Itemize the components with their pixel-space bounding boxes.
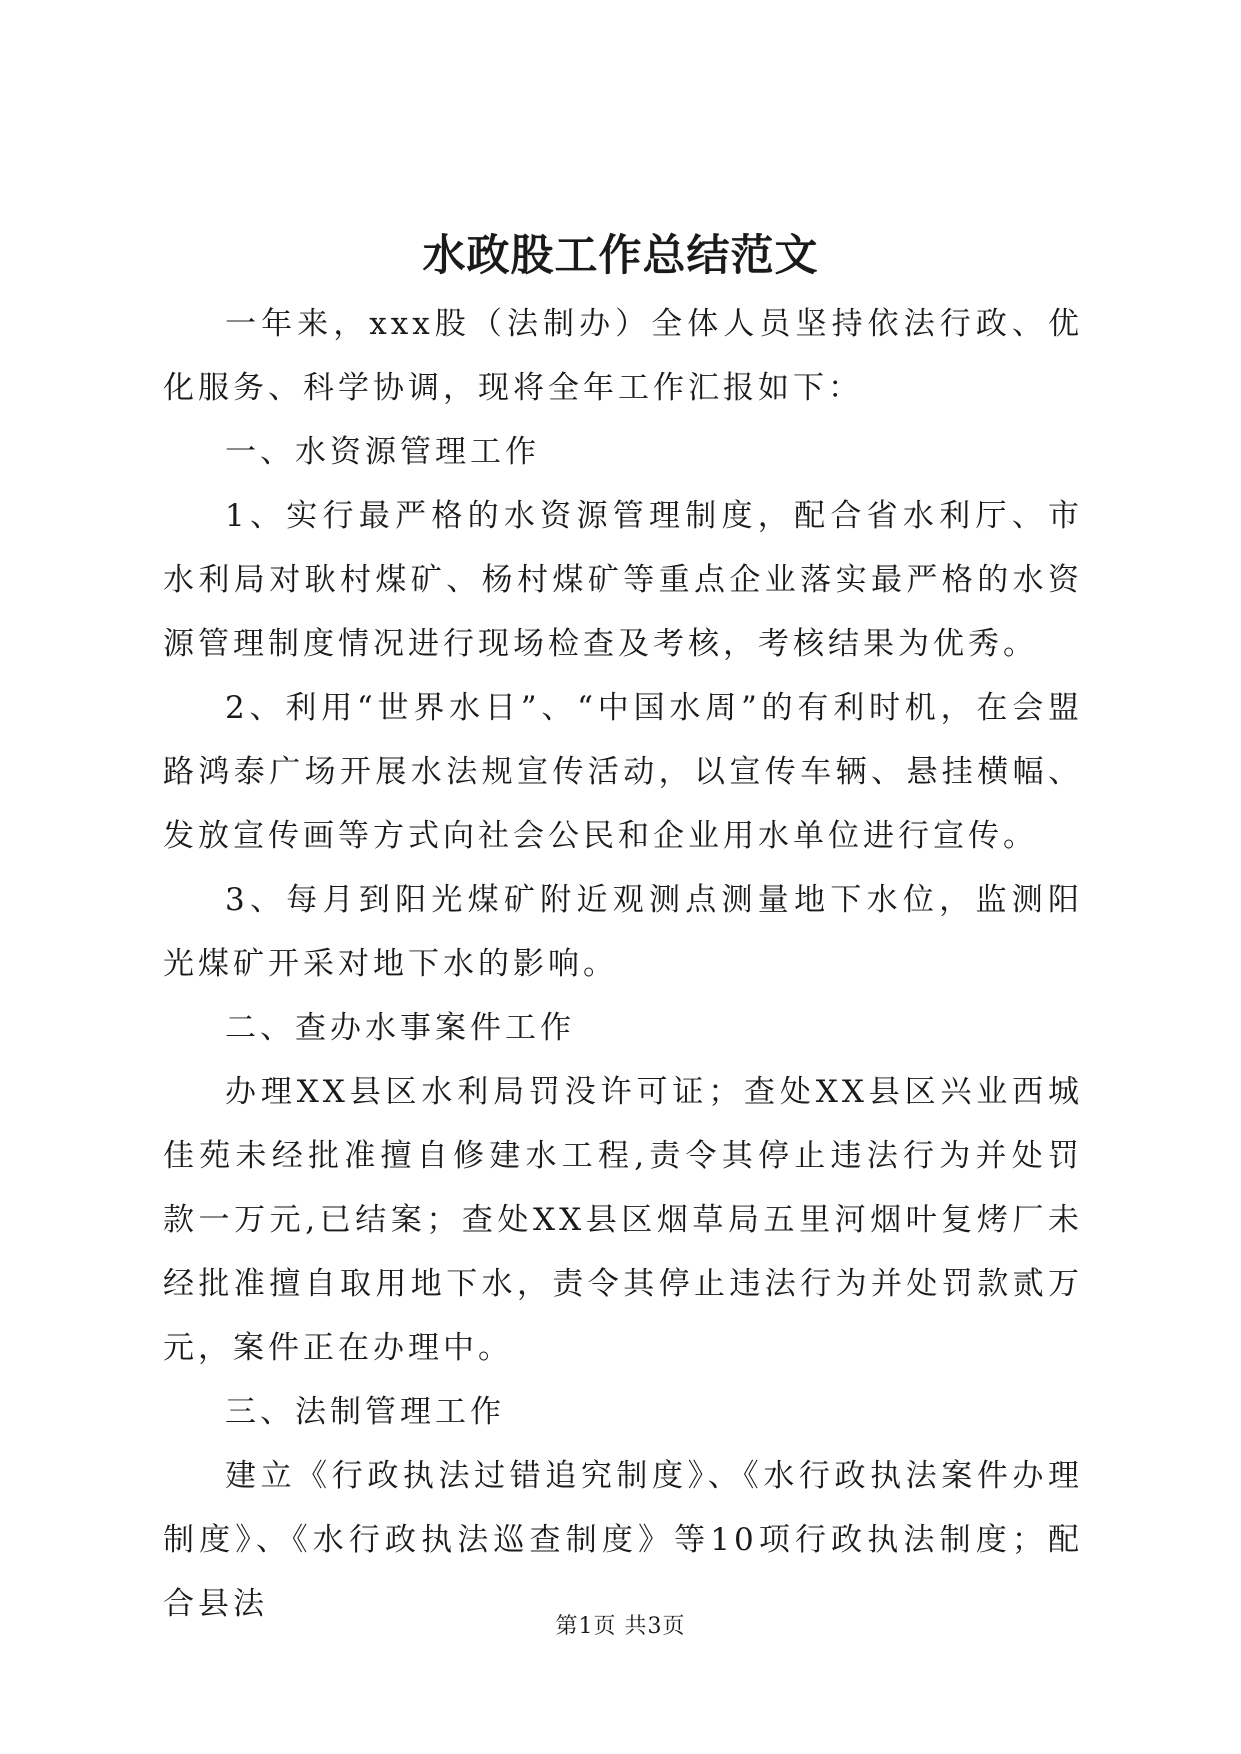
document-body <box>163 292 1083 1636</box>
paragraph-legal: 建立《行政执法过错追究制度》、《水行政执法案件办理制度》、《水行政执法巡查制度》等10项行政执法制度；配合县法 <box>163 1458 1083 1622</box>
page-number-footer: 第1页 共3页 <box>555 1614 686 1639</box>
section-heading-water-resources: 一、水资源管理工作 <box>225 434 540 470</box>
document-title: 水政股工作总结范文 <box>422 231 819 281</box>
section-heading-cases: 二、查办水事案件工作 <box>225 1010 575 1046</box>
paragraph-item-3: 3、每月到阳光煤矿附近观测点测量地下水位，监测阳光煤矿开采对地下水的影响。 <box>163 882 1083 982</box>
paragraph-intro: 一年来，xxx股（法制办）全体人员坚持依法行政、优化服务、科学协调，现将全年工作汇报如下： <box>163 306 1083 406</box>
section-heading-legal: 三、法制管理工作 <box>225 1394 505 1430</box>
paragraph-item-1: 1、实行最严格的水资源管理制度，配合省水利厅、市水利局对耿村煤矿、杨村煤矿等重点企业落实最严格的水资源管理制度情况进行现场检查及考核，考核结果为优秀。 <box>163 498 1083 662</box>
paragraph-cases: 办理XX县区水利局罚没许可证；查处XX县区兴业西城佳苑未经批准擅自修建水工程,责令其停止违法行为并处罚款一万元,已结案；查处XX县区烟草局五里河烟叶复烤厂未经批准擅自取用地下水，责令其停止违法行为并处罚款贰万元，案件正在办理中。 <box>163 1074 1083 1366</box>
paragraph-item-2: 2、利用“世界水日”、“中国水周”的有利时机，在会盟路鸿泰广场开展水法规宣传活动，以宣传车辆、悬挂横幅、发放宣传画等方式向社会公民和企业用水单位进行宣传。 <box>163 690 1083 854</box>
